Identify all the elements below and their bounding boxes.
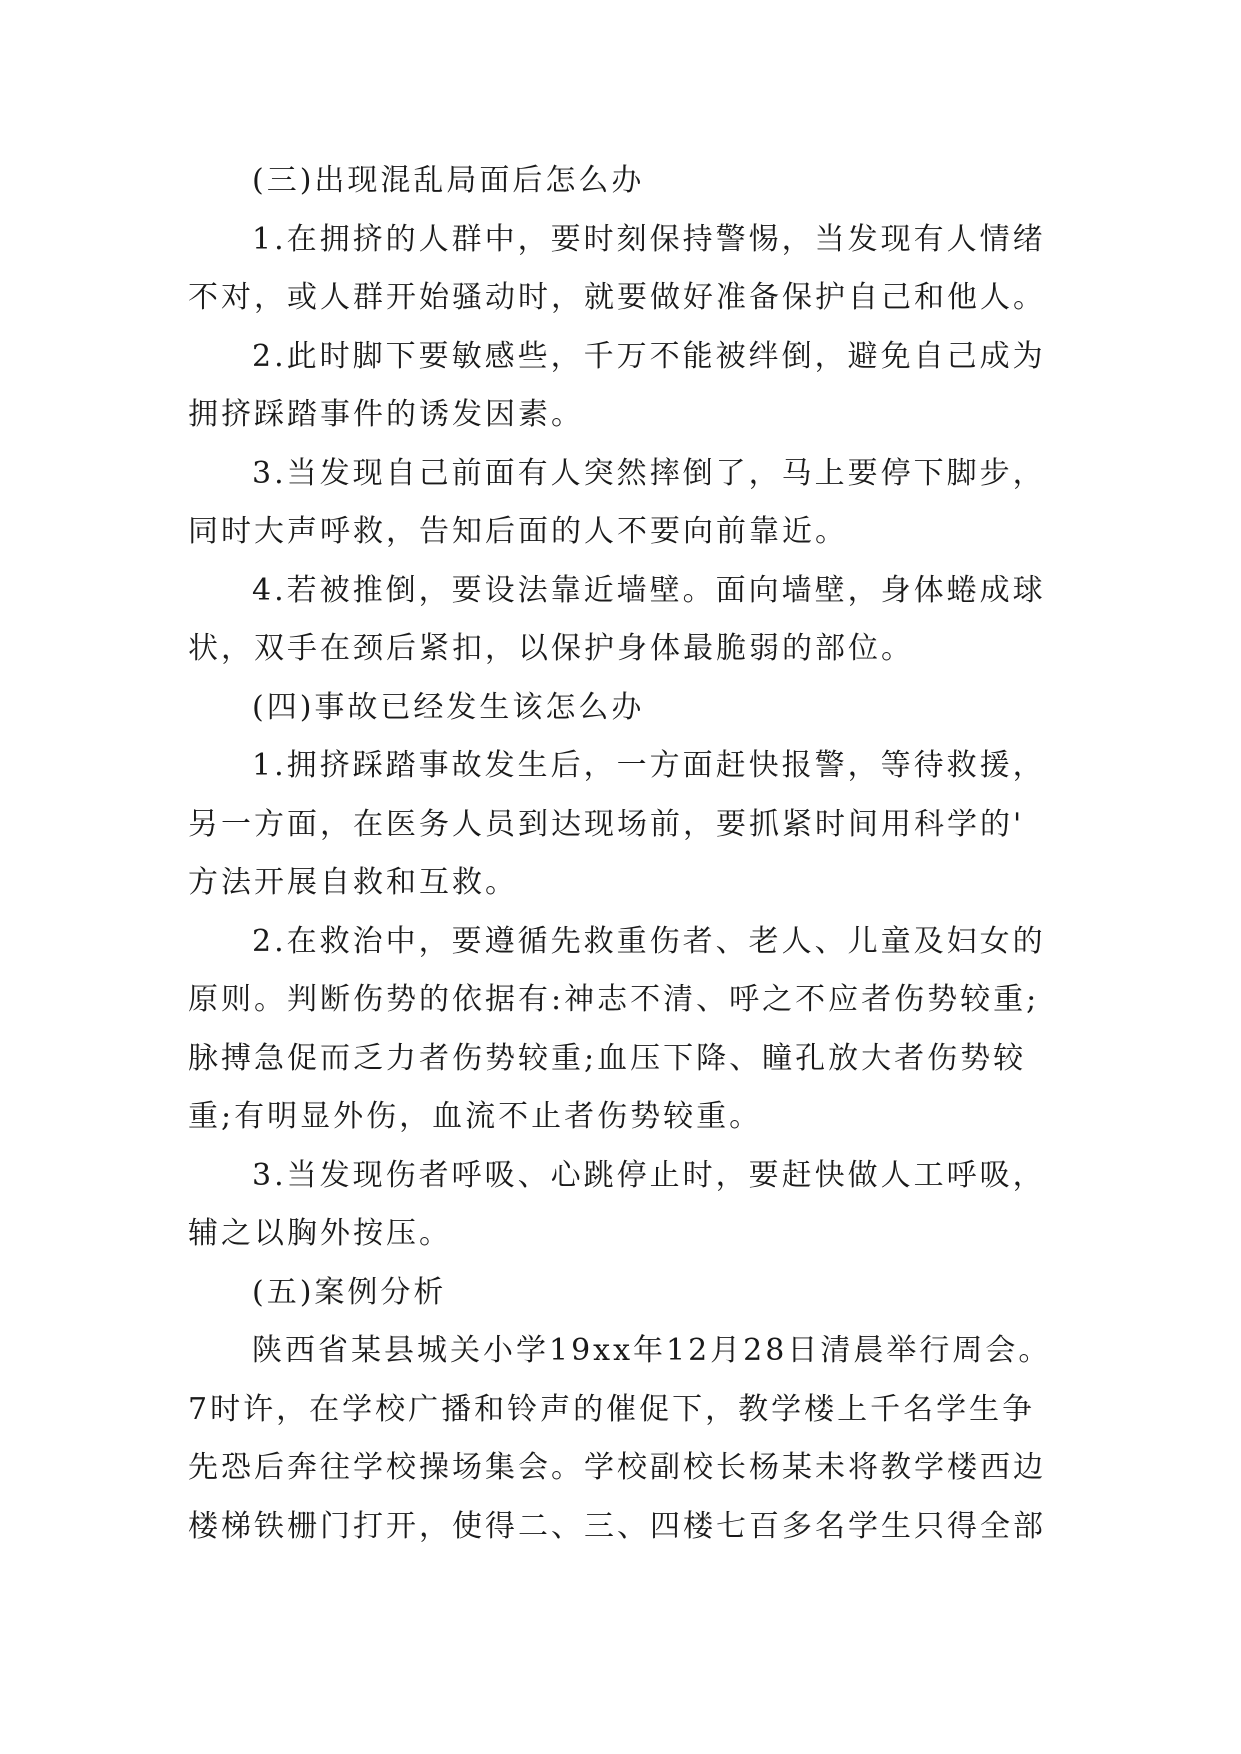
paragraph-line: 不对，或人群开始骚动时，就要做好准备保护自己和他人。: [188, 280, 1046, 315]
paragraph-line: 状，双手在颈后紧扣，以保护身体最脆弱的部位。: [188, 631, 914, 666]
section-heading-4: (四)事故已经发生该怎么办: [252, 689, 645, 725]
paragraph-line: 脉搏急促而乏力者伤势较重;血压下降、瞳孔放大者伤势较: [188, 1040, 1027, 1076]
paragraph-line: 3.当发现自己前面有人突然摔倒了，马上要停下脚步，: [252, 455, 1046, 491]
paragraph-line: 重;有明显外伤，血流不止者伤势较重。: [188, 1099, 763, 1134]
paragraph-line: 3.当发现伤者呼吸、心跳停止时，要赶快做人工呼吸，: [252, 1157, 1046, 1193]
paragraph-line: 2.此时脚下要敏感些，千万不能被绊倒，避免自己成为: [252, 338, 1046, 374]
paragraph-line: 1.拥挤踩踏事故发生后，一方面赶快报警，等待救援，: [252, 748, 1046, 783]
paragraph-line: 2.在救治中，要遵循先救重伤者、老人、儿童及妇女的: [252, 923, 1046, 959]
paragraph-line: 拥挤踩踏事件的诱发因素。: [188, 397, 584, 432]
paragraph-line: 同时大声呼救，告知后面的人不要向前靠近。: [188, 514, 848, 549]
paragraph-line: 另一方面，在医务人员到达现场前，要抓紧时间用科学的': [188, 806, 1025, 842]
paragraph-line: 辅之以胸外按压。: [188, 1216, 452, 1251]
paragraph-line: 先恐后奔往学校操场集会。学校副校长杨某未将教学楼西边: [188, 1450, 1046, 1485]
section-heading-3: (三)出现混乱局面后怎么办: [252, 163, 645, 198]
paragraph-line: 1.在拥挤的人群中，要时刻保持警惕，当发现有人情绪: [252, 221, 1046, 257]
document-body: [188, 152, 1058, 1556]
paragraph-line: 方法开展自救和互救。: [188, 865, 518, 900]
paragraph-line: 楼梯铁栅门打开，使得二、三、四楼七百多名学生只得全部: [188, 1508, 1046, 1544]
paragraph-line: 7时许，在学校广播和铃声的催促下，教学楼上千名学生争: [188, 1391, 1036, 1427]
section-heading-5: (五)案例分析: [252, 1274, 447, 1310]
paragraph-line: 陕西省某县城关小学19xx年12月28日清晨举行周会。: [252, 1333, 1052, 1368]
paragraph-line: 4.若被推倒，要设法靠近墙壁。面向墙壁，身体蜷成球: [252, 572, 1046, 608]
paragraph-line: 原则。判断伤势的依据有:神志不清、呼之不应者伤势较重;: [188, 982, 1040, 1017]
